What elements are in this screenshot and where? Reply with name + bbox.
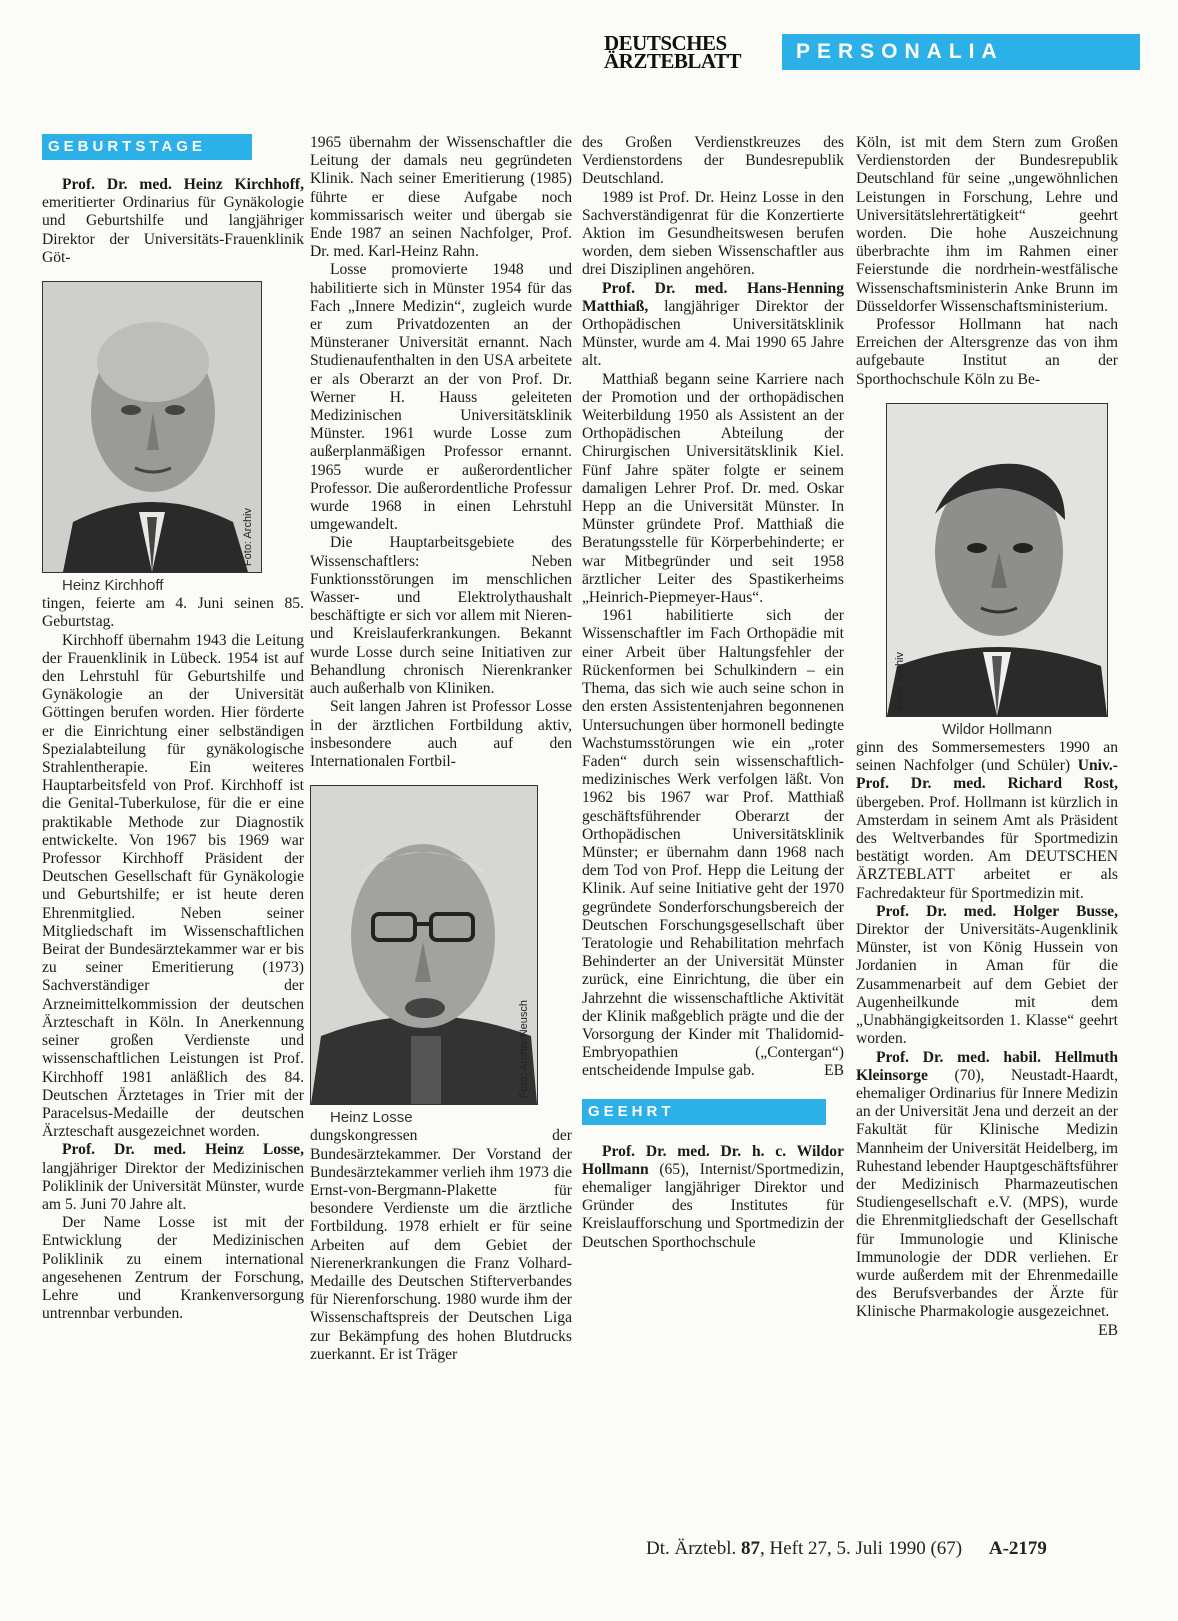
journal-title: DEUTSCHES ÄRZTEBLATT <box>604 31 741 73</box>
paragraph-kirchhoff-intro: Prof. Dr. med. Heinz Kirchhoff, emeritierter Ordinarius für Gynäkologie und Geburtshilfe und langjähriger Direktor der Universitäts-Frauenklinik Göt- <box>42 176 304 266</box>
column-2 <box>310 134 572 1364</box>
paragraph-losse-research: Die Hauptarbeitsgebiete des Wissenschaftlers: Neben Funktionsstörungen im menschlichen Wasser- und Elektrolythaushalt beschäftigte er sich vor allem mit Nieren- und Kreislauferkrankungen. Bekannt wurde Losse durch seine Initiativen zur Behandlung chronisch Nierenkranker auch außerhalb von Kliniken. <box>310 534 572 698</box>
paragraph-kleinsorge: Prof. Dr. med. habil. Hellmuth Kleinsorge (70), Neustadt-Haardt, ehemaliger Ordinarius für Innere Medizin an der Universität Jena und derzeit an der Fakultät für Klinische Medizin Mannheim der Universität Heidelberg, im Ruhestand lebender Hauptgeschäftsführer der Medizinisch Pharmazeutischen Studiengesellschaft e.V. (MPS), wurde die Ehrenmitgliedschaft der Gesellschaft für Immunologie und Klinische Immunologie der DDR verliehen. Er wurde außerdem mit der Ehrenmedaille des Berufsverbandes der Ärzte für Klinische Pharmakologie ausgezeichnet. EB <box>856 1048 1118 1339</box>
section-banner-label: PERSONALIA <box>796 40 1004 63</box>
photo-credit-hollmann: Foto: Archiv <box>894 651 906 710</box>
portrait-hollmann <box>886 403 1108 717</box>
footer-page-number: A-2179 <box>988 1538 1047 1559</box>
paragraph-kirchhoff-career: Kirchhoff übernahm 1943 die Leitung der Frauenklinik in Lübeck. 1954 ist auf den Lehrstuhl für Geburtshilfe und Gynäkologie an der Universität Göttingen berufen worden. Hier förderte er die Einrichtung einer selbständigen Spezialabteilung für gynäkologische Strahlentherapie. Ein weiteres Hauptarbeitsfeld von Prof. Kirchhoff ist die Genital-Tuberkulose, für die er eine praktikable Methode zur Diagnostik entwickelte. Von 1967 bis 1969 war Professor Kirchhoff Präsident der Deutschen Gesellschaft für Gynäkologie und Geburtshilfe; er ist heute deren Ehrenmitglied. Neben seiner Mitgliedschaft im Wissenschaftlichen Beirat der Bundesärztekammer war er bis zu seiner Emeritierung (1973) Sachverständiger der Arzneimittelkommission der deutschen Ärzteschaft in Köln. In Anerkennung seiner großen Verdienste und wissenschaftlichen Leistungen ist Prof. Kirchhoff 1981 anläßlich des 84. Deutschen Ärztetages in Trier mit der Paracelsus-Medaille der deutschen Ärzteschaft ausgezeichnet worden. <box>42 631 304 1141</box>
caption-losse: Heinz Losse <box>330 1109 413 1127</box>
footer-issue: , Heft 27, 5. Juli 1990 (67) <box>759 1538 963 1559</box>
paragraph-losse-awards: dungskongressen der Bundesärztekammer. Der Vorstand der Bundesärztekammer verlieh ihm 1973 die Ernst-von-Bergmann-Plakette für besondere Verdienste um die ärztliche Fortbildung. 1978 erhielt er für seine Arbeiten auf dem Gebiet der Nierenerkrankungen die Franz Volhard-Medaille des Deutschen Stifterverbandes für Nierenforschung. 1980 wurde ihm der Wissenschaftspreis der Deutschen Liga zur Bekämpfung des hohen Blutdrucks zuerkannt. Er ist Träger <box>310 1127 572 1363</box>
masthead <box>604 32 1144 74</box>
paragraph-losse-clinic: 1965 übernahm der Wissenschaftler die Leitung der damals neu gegründeten Klinik. Nach seiner Emeritierung (1985) führte er diese Aufgabe noch kommissarisch weiter und übergab sie Ende 1987 an seinen Nachfolger, Prof. Dr. med. Karl-Heinz Rahn. <box>310 134 572 261</box>
signature-eb: EB <box>824 1062 844 1080</box>
paragraph-losse-training: Seit langen Jahren ist Professor Losse in der ärztlichen Fortbildung aktiv, insbesondere auch auf den Internationalen Fortbil- <box>310 698 572 770</box>
portrait-kirchhoff <box>42 281 262 573</box>
caption-hollmann: Wildor Hollmann <box>942 720 1053 738</box>
paragraph-matthiass-career: Matthiaß begann seine Karriere nach der Promotion und der orthopädischen Weiterbildung 1950 als Assistent an der Orthopädischen Abteilung der Chirurgischen Universitätsklinik Kiel. Fünf Jahre später folgte er seinem damaligen Lehrer Prof. Dr. med. Oskar Hepp an die Universität Münster. In Münster gründete Prof. Matthiaß die Beratungsstelle für Körperbehinderte; er war Mitbegründer und seit 1958 ärztlicher Leiter des Spastikerheims „Heinrich-Piepmeyer-Haus“. <box>582 370 844 607</box>
paragraph-hollmann-intro: Prof. Dr. med. Dr. h. c. Wildor Hollmann (65), Internist/Sportmedizin, ehemaliger langjähriger Direktor und Gründer des Institutes für Kreislaufforschung und Sportmedizin der Deutschen Sporthochschule <box>582 1142 844 1251</box>
paragraph-losse-name: Der Name Losse ist mit der Entwicklung der Medizinischen Poliklinik zu einem international angesehenen Zentrum der Forschung, Lehre und Krankenversorgung untrennbar verbunden. <box>42 1214 304 1323</box>
paragraph-hollmann-successor: ginn des Sommersemesters 1990 an seinen Nachfolger (und Schüler) Univ.-Prof. Dr. med. Richard Rost, übergeben. Prof. Hollmann ist kürzlich in Amsterdam in seinem Amt als Präsident des Weltverbandes für Sportmedizin bestätigt worden. Am DEUTSCHEN ÄRZTEBLATT arbeitet er als Fachredakteur für Sportmedizin mit. <box>856 739 1118 902</box>
column-3 <box>582 134 844 1252</box>
paragraph-losse-council: 1989 ist Prof. Dr. Heinz Losse in den Sachverständigenrat für die Konzertierte Aktion im Gesundheitswesen berufen worden, dem sieben Wissenschaftler aus drei Disziplinen angehören. <box>582 188 844 279</box>
paragraph-busse: Prof. Dr. med. Holger Busse, Direktor der Universitäts-Augenklinik Münster, ist von König Hussein von Jordanien in Aman für die Zusammenarbeit auf dem Gebiet der Augenheilkunde mit dem „Unabhängigkeitsorden 1. Klasse“ geehrt worden. <box>856 902 1118 1048</box>
column-4 <box>856 134 1118 1340</box>
portrait-kirchhoff-image <box>43 282 261 572</box>
footer-volume: 87 <box>740 1538 760 1559</box>
paragraph-matthiass-research: 1961 habilitierte sich der Wissenschaftler im Fach Orthopädie mit einer Arbeit über Haltungsfehler der Rückenformen bei Schulkindern – ein Thema, das sich wie auch seine schon in den ersten Assistentenjahren begonnenen Untersuchungen über hormonell bedingte Wachstumsstörungen wie ein „roter Faden“ durch sein wissenschaftlich-medizinisches Werk verfolgen läßt. Von 1962 bis 1967 war Prof. Matthiaß geschäftsführender Oberarzt der Orthopädischen Universitätsklinik Münster; er übernahm dann 1968 nach dem Tod von Prof. Hepp die Leitung der Klinik. Auf seine Initiative geht der 1970 gegründete Sonderforschungsbereich der Deutschen Forschungsgesellschaft über Teratologie und Rehabilitation mehrfach Behinderter an der Universität Münster zurück, eine Einrichtung, die über ein Jahrzehnt die wissenschaftliche Aktivität der Klinik maßgeblich prägte und die der Vorsorgung der Kinder mit Thalidomid-Embryopathien („Contergan“) entscheidende Impulse gab. EB <box>582 607 844 1080</box>
footer-journal: Dt. Ärztebl. <box>646 1538 737 1559</box>
portrait-losse <box>310 785 538 1105</box>
paragraph-hollmann-retirement: Professor Hollmann hat nach Erreichen der Altersgrenze das von ihm aufgebaute Institut an der Sporthochschule Köln zu Be- <box>856 316 1118 388</box>
section-heading-honored: GEEHRT <box>582 1099 826 1125</box>
paragraph-matthiass-intro: Prof. Dr. med. Hans-Henning Matthiaß, langjähriger Direktor der Orthopädischen Universitätsklinik Münster, wurde am 4. Mai 1990 65 Jahre alt. <box>582 279 844 370</box>
section-heading-birthdays: GEBURTSTAGE <box>42 134 252 160</box>
paragraph-losse-intro: Prof. Dr. med. Heinz Losse, langjähriger Direktor der Medizinischen Poliklinik der Universität Münster, wurde am 5. Juni 70 Jahre alt. <box>42 1141 304 1213</box>
paragraph-losse-career: Losse promovierte 1948 und habilitierte sich in Münster 1954 für das Fach „Innere Medizin“, zugleich wurde er zum Privatdozenten an der Münsteraner Universität ernannt. Nach Studienaufenthalten in den USA arbeitete er als Oberarzt an der von Prof. Dr. Werner H. Hauss geleiteten Medizinischen Universitätsklinik Münster. 1961 wurde Losse zum außerplanmäßigen Professor ernannt. 1965 wurde er außerordentlicher Professor. Die außerordentliche Professur wurde 1968 in einen Lehrstuhl umgewandelt. <box>310 261 572 534</box>
portrait-hollmann-image <box>887 404 1107 716</box>
paragraph-hollmann-award: Köln, ist mit dem Stern zum Großen Verdienstorden der Bundesrepublik Deutschland für seine „ungewöhnlichen Leistungen in Forschung, Lehre und Universitätslehrertätigkeit“ geehrt worden. Die hohe Auszeichnung überbrachte ihm im Rahmen einer Feierstunde die nordrhein-westfälische Wissenschaftsministerin Anke Brunn im Düsseldorfer Wissenschaftsministerium. <box>856 134 1118 315</box>
caption-kirchhoff: Heinz Kirchhoff <box>62 577 164 595</box>
paragraph-losse-order: des Großen Verdienstkreuzes des Verdienstordens der Bundesrepublik Deutschland. <box>582 134 844 188</box>
signature-eb: EB <box>1098 1321 1118 1339</box>
section-banner <box>782 34 1140 70</box>
paragraph-kirchhoff-intro-cont: tingen, feierte am 4. Juni seinen 85. Geburtstag. <box>42 595 304 631</box>
portrait-losse-image <box>311 786 537 1104</box>
page-footer <box>646 1538 1047 1560</box>
column-1 <box>42 134 304 1323</box>
photo-credit-losse: Foto: Archiv/Neusch <box>517 999 530 1099</box>
photo-credit-kirchhoff: Foto: Archiv <box>241 507 254 567</box>
